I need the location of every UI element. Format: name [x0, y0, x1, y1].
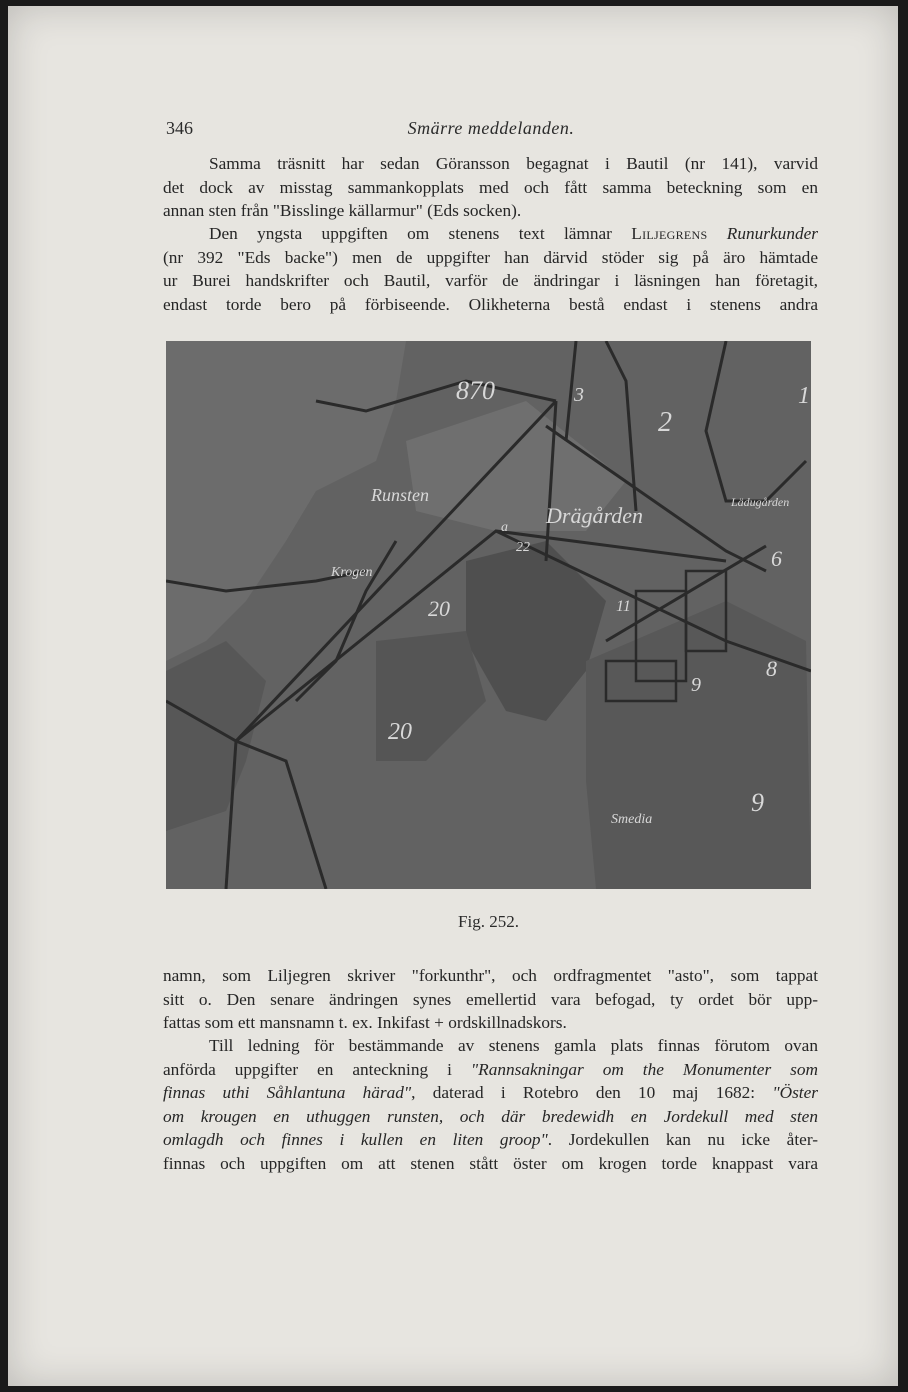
map-label: 2	[658, 407, 672, 438]
figure-caption: Fig. 252.	[458, 912, 519, 931]
map-label: 1	[798, 383, 810, 409]
text-line: anförda uppgifter en anteckning i "Rannsakningar om the Monumenter som	[163, 1059, 818, 1079]
page-header	[166, 118, 816, 144]
text-line: sitt o. Den senare ändringen synes emellertid vara befogad, ty ordet bör upp-	[163, 989, 818, 1009]
map-label: 11	[616, 598, 631, 615]
map-label: 22	[516, 540, 530, 555]
paragraph-2	[163, 222, 818, 316]
map-label: 8	[766, 656, 777, 681]
author-name: Liljegrens	[631, 224, 708, 243]
map-label: 6	[771, 546, 782, 571]
historical-map-figure	[166, 341, 811, 889]
text-line: (nr 392 "Eds backe") men de uppgifter han därvid stöder sig på äro hämtade	[163, 247, 818, 267]
map-label: Krogen	[331, 565, 373, 580]
text-line: endast torde bero på förbiseende. Olikheterna bestå endast i stenens andra	[163, 294, 818, 314]
text-line: Den yngsta uppgiften om stenens text lämnar Liljegrens Runurkunder	[209, 224, 818, 243]
text-line: finnas uthi Såhlantuna härad", daterad i Rotebro den 10 maj 1682: "Öster	[163, 1083, 818, 1102]
map-label: 20	[428, 596, 450, 621]
map-drawing	[166, 341, 811, 889]
text-line: fattas som ett mansnamn t. ex. Inkifast + ordskillnadskors.	[163, 1013, 567, 1032]
text-line: annan sten från "Bisslinge källarmur" (Eds socken).	[163, 201, 522, 220]
text-line: Samma träsnitt har sedan Göransson begagnat i Bautil (nr 141), varvid	[209, 154, 818, 173]
text-line: finnas och uppgiften om att stenen stått öster om krogen torde knappast vara	[163, 1153, 818, 1173]
map-label: 9	[751, 788, 764, 817]
book-page	[8, 6, 898, 1386]
text-line: om krougen en uthuggen runsten, och där bredewidh en Jordekull med sten	[163, 1106, 818, 1126]
paragraph-4	[163, 1034, 818, 1175]
map-label: 3	[574, 384, 584, 406]
text-line: omlagdh och finnes i kullen en liten groop". Jordekullen kan nu icke åter-	[163, 1130, 818, 1149]
paragraph-1	[163, 152, 818, 223]
text-line: det dock av misstag sammankopplats med och fått samma beteckning som en	[163, 177, 818, 197]
map-label: 870	[456, 376, 495, 405]
map-label: 9	[691, 674, 701, 696]
text-line: namn, som Liljegren skriver "forkunthr", och ordfragmentet "asto", som tappat	[163, 966, 818, 985]
map-label: 20	[388, 719, 412, 745]
map-label: Smedia	[611, 812, 653, 827]
map-label: a	[501, 520, 508, 535]
page-number: 346	[166, 118, 193, 138]
running-title: Smärre meddelanden.	[407, 118, 575, 138]
paragraph-3	[163, 964, 818, 1035]
text-line: Till ledning för bestämmande av stenens gamla plats finnas förutom ovan	[209, 1036, 818, 1055]
map-label: Lädugården	[731, 495, 790, 509]
map-label: Runsten	[371, 485, 429, 505]
map-label: Drägården	[546, 503, 643, 528]
text-line: ur Burei handskrifter och Bautil, varför de ändringar i läsningen han företagit,	[163, 271, 818, 290]
